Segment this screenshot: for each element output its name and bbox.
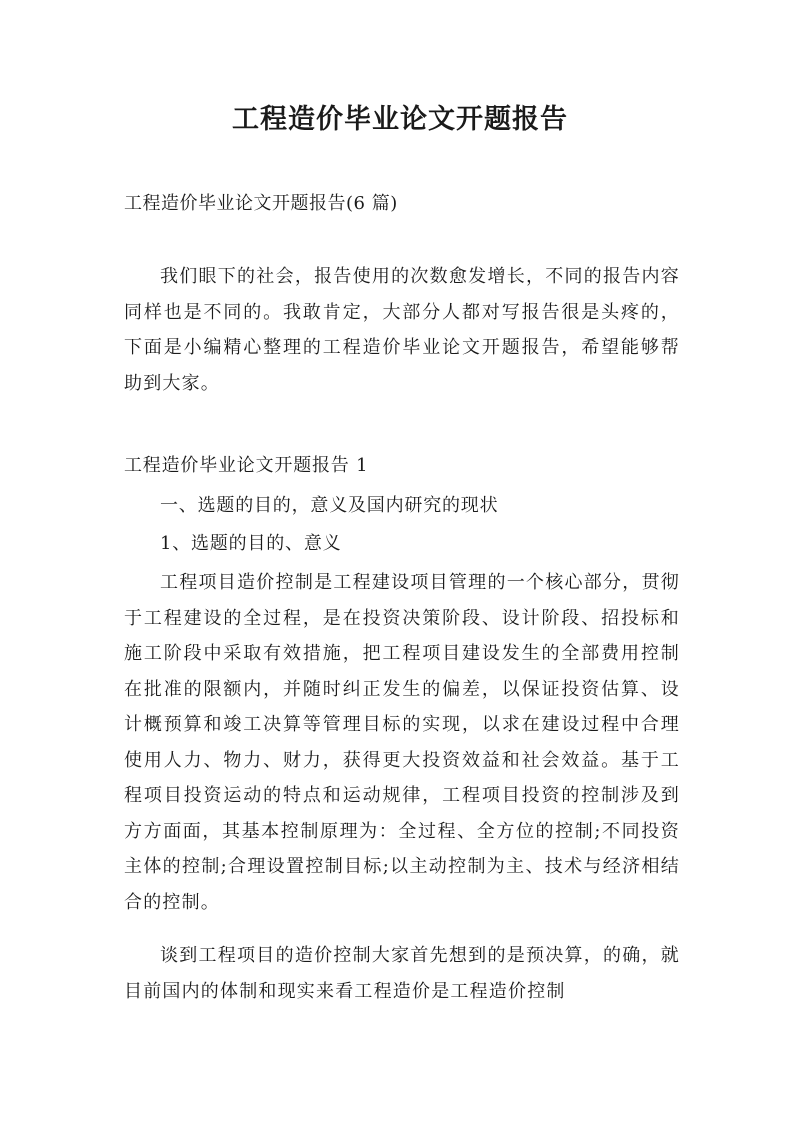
- body-paragraph: 谈到工程项目的造价控制大家首先想到的是预决算，的确，就目前国内的体制和现实来看工程造价是工程造价控制: [124, 945, 680, 1002]
- section-heading: 工程造价毕业论文开题报告 1: [124, 455, 369, 476]
- intro-paragraph: 我们眼下的社会，报告使用的次数愈发增长，不同的报告内容同样也是不同的。我敢肯定，大部分人都对写报告很是头疼的，下面是小编精心整理的工程造价毕业论文开题报告，希望能够帮助到大家。: [124, 266, 680, 394]
- document-subtitle: 工程造价毕业论文开题报告(6 篇): [124, 193, 398, 214]
- heading-level-1: 一、选题的目的，意义及国内研究的现状: [160, 495, 499, 516]
- body-paragraph: 工程项目造价控制是工程建设项目管理的一个核心部分，贯彻于工程建设的全过程，是在投资决策阶段、设计阶段、招投标和施工阶段中采取有效措施，把工程项目建设发生的全部费用控制在批准的限额内，并随时纠正发生的偏差，以保证投资估算、设计概预算和竣工决算等管理目标的实现，以求在建设过程中合理使用人力、物力、财力，获得更大投资效益和社会效益。基于工程项目投资运动的特点和运动规律，工程项目投资的控制涉及到方方面面，其基本控制原理为：全过程、全方位的控制;不同投资主体的控制;合理设置控制目标;以主动控制为主、技术与经济相结合的控制。: [124, 572, 680, 913]
- document-title: 工程造价毕业论文开题报告: [232, 104, 568, 135]
- heading-level-2: 1、选题的目的、意义: [160, 533, 342, 554]
